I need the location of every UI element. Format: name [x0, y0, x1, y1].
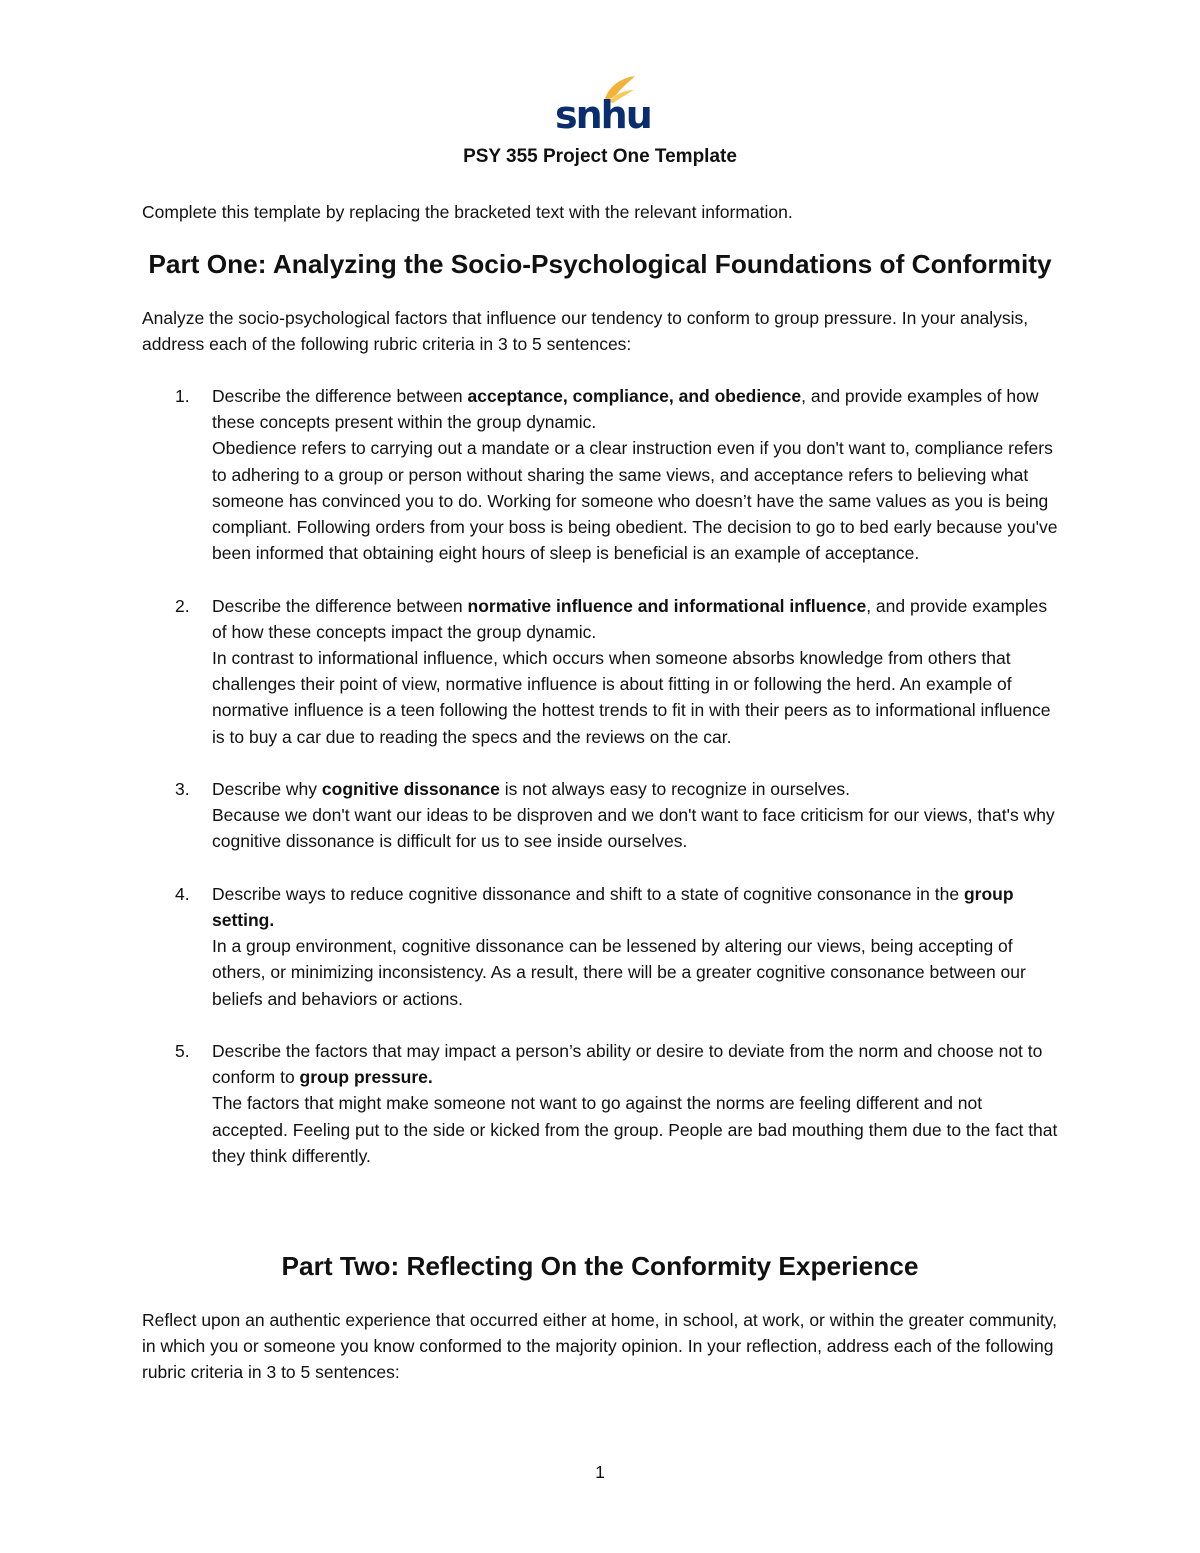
- document-title: PSY 355 Project One Template: [463, 146, 737, 167]
- part-one-heading: Part One: Analyzing the Socio-Psychological Foundations of Conformity: [148, 249, 1052, 279]
- item-answer: In contrast to informational influence, which occurs when someone absorbs knowledge from others that challenges their point of view, normative influence is about fitting in or following the herd. An example of normative influence is a teen following the hottest trends to fit in with their peers as to informational influence is to buy a car due to reading the specs and the reviews on the car.: [212, 648, 1051, 747]
- snhu-logo: [555, 74, 651, 137]
- list-item: [142, 1038, 1062, 1169]
- list-item: [142, 776, 1062, 855]
- part-one-instructions: Analyze the socio-psychological factors that influence our tendency to conform to group pressure. In your analysis, address each of the following rubric criteria in 3 to 5 sentences:: [142, 308, 1029, 355]
- item-answer: The factors that might make someone not want to go against the norms are feeling different and not accepted. Feeling put to the side or kicked from the group. People are bad mouthing them due to the fact that they think differently.: [212, 1093, 1058, 1166]
- intro-text: Complete this template by replacing the bracketed text with the relevant information.: [142, 202, 793, 222]
- list-item: [142, 593, 1062, 750]
- part-two-heading: Part Two: Reflecting On the Conformity Experience: [281, 1251, 919, 1281]
- rubric-list: [142, 383, 1062, 1195]
- page-number: 1: [595, 1462, 605, 1482]
- list-item: [142, 383, 1062, 566]
- list-item: [142, 881, 1062, 1012]
- item-prompt: Describe why cognitive dissonance is not always easy to recognize in ourselves.: [212, 779, 851, 800]
- item-answer: Because we don't want our ideas to be disproven and we don't want to face criticism for our views, that's why cognitive dissonance is difficult for us to see inside ourselves.: [212, 805, 1055, 852]
- item-prompt: Describe ways to reduce cognitive dissonance and shift to a state of cognitive consonance in the group setting.: [212, 883, 1014, 931]
- item-prompt: Describe the difference between acceptance, compliance, and obedience, and provide examples of how these concepts present within the group dynamic.: [212, 386, 1039, 433]
- item-number: 4.: [175, 883, 190, 904]
- item-number: 2.: [175, 595, 190, 616]
- item-number: 1.: [175, 386, 190, 406]
- item-prompt: Describe the factors that may impact a person’s ability or desire to deviate from the norm and choose not to conform to group pressure.: [212, 1041, 1043, 1088]
- item-number: 3.: [175, 779, 190, 800]
- item-answer: Obedience refers to carrying out a mandate or a clear instruction even if you don't want to, compliance refers to adhering to a group or person without sharing the same views, and acceptance refers to believing what someone has convinced you to do. Working for someone who doesn’t have the same values as you is being compliant. Following orders from your boss is being obedient. The decision to go to bed early because you've been informed that obtaining eight hours of sleep is beneficial is an example of acceptance.: [212, 438, 1058, 564]
- part-two-instructions: Reflect upon an authentic experience that occurred either at home, in school, at work, or within the greater community, in which you or someone you know conformed to the majority opinion. In your reflection, address each of the following rubric criteria in 3 to 5 sentences:: [142, 1310, 1058, 1383]
- item-answer: In a group environment, cognitive dissonance can be lessened by altering our views, being accepting of others, or minimizing inconsistency. As a result, there will be a greater cognitive consonance between our beliefs and behaviors or actions.: [212, 936, 1026, 1009]
- item-number: 5.: [175, 1041, 190, 1062]
- logo-text: snhu: [555, 93, 651, 137]
- item-prompt: Describe the difference between normative influence and informational influence, and provide examples of how these concepts impact the group dynamic.: [212, 595, 1048, 642]
